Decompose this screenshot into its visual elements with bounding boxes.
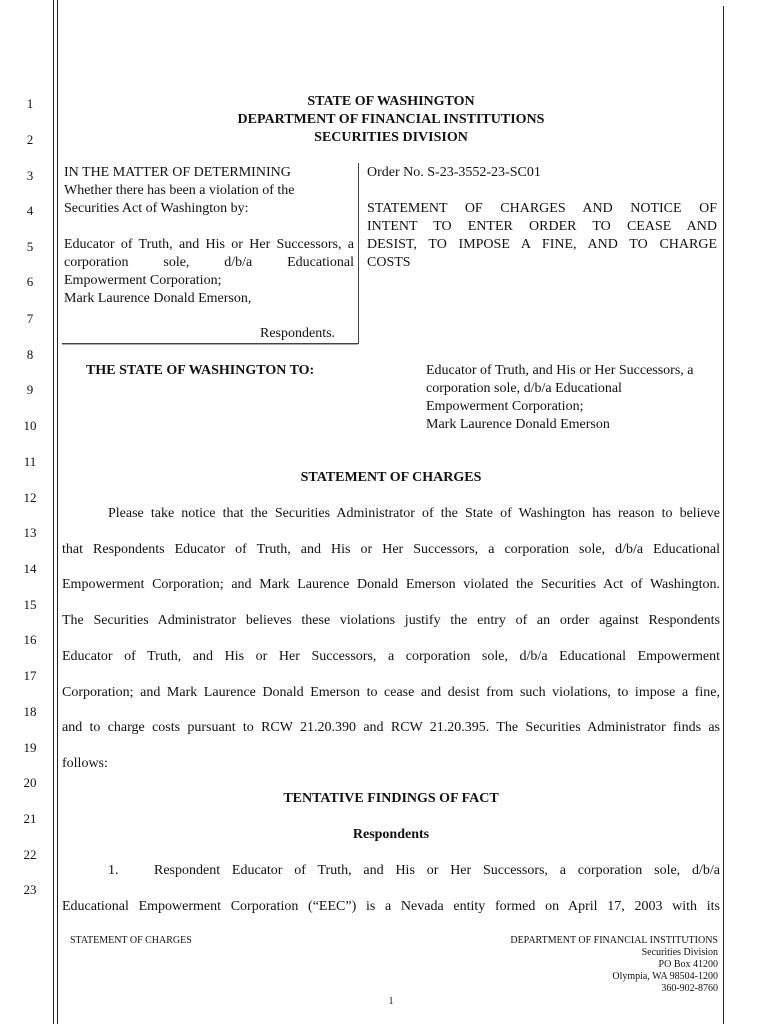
document-title-4: COSTS	[367, 255, 411, 270]
left-margin-rule-inner	[57, 0, 58, 1024]
finding-number: 1.	[108, 863, 119, 878]
statement-line-8: follows:	[62, 756, 108, 771]
finding-line-2: Educational Empowerment Corporation (“EEC”) is a Nevada entity formed on April 17, 2003 with its	[62, 899, 720, 914]
addressee-label: THE STATE OF WASHINGTON TO:	[86, 363, 315, 378]
line-number: 23	[23, 882, 37, 897]
caption-whether-1: Whether there has been a violation of the	[64, 183, 295, 198]
caption-respondents-label: Respondents.	[260, 326, 336, 341]
footer-right-5: 360-902-8760	[661, 983, 718, 994]
left-margin-rule-outer	[53, 0, 54, 1024]
footer-right-1: DEPARTMENT OF FINANCIAL INSTITUTIONS	[510, 935, 718, 946]
header-state: STATE OF WASHINGTON	[307, 94, 475, 109]
statement-line-1: Please take notice that the Securities Administrator of the State of Washington has reason to believe	[108, 506, 720, 521]
findings-heading: TENTATIVE FINDINGS OF FACT	[283, 791, 499, 806]
line-number: 21	[23, 811, 37, 826]
line-number: 16	[23, 632, 37, 647]
line-number: 18	[23, 704, 37, 719]
statement-heading: STATEMENT OF CHARGES	[300, 470, 482, 485]
caption-whether-2: Securities Act of Washington by:	[64, 201, 249, 216]
caption-box-shadow	[62, 344, 358, 345]
footer-left-title: STATEMENT OF CHARGES	[70, 935, 192, 946]
line-number: 3	[26, 168, 34, 183]
document-title-3: DESIST, TO IMPOSE A FINE, AND TO CHARGE	[367, 237, 717, 252]
right-margin-rule	[723, 6, 724, 1024]
line-number: 10	[23, 418, 37, 433]
footer-right-3: PO Box 41200	[658, 959, 718, 970]
line-number: 19	[23, 740, 37, 755]
line-number: 11	[23, 454, 37, 469]
addressee-line-4: Mark Laurence Donald Emerson	[426, 417, 610, 432]
page-number: 1	[388, 996, 394, 1007]
statement-line-2: that Respondents Educator of Truth, and His or Her Successors, a corporation sole, d/b/a Educational	[62, 542, 720, 557]
header-division: SECURITIES DIVISION	[314, 130, 468, 145]
caption-respondent-4: Mark Laurence Donald Emerson,	[64, 291, 252, 306]
caption-matter: IN THE MATTER OF DETERMINING	[64, 165, 291, 180]
line-number: 9	[26, 382, 34, 397]
findings-subheading: Respondents	[352, 827, 430, 842]
line-number: 15	[23, 597, 37, 612]
caption-respondent-2: corporation sole, d/b/a Educational	[64, 255, 354, 270]
statement-line-4: The Securities Administrator believes these violations justify the entry of an order against Respondents	[62, 613, 720, 628]
header-department: DEPARTMENT OF FINANCIAL INSTITUTIONS	[237, 112, 545, 127]
footer-right-2: Securities Division	[641, 947, 718, 958]
line-number: 20	[23, 775, 37, 790]
addressee-line-2: corporation sole, d/b/a Educational	[426, 381, 622, 396]
line-number: 1	[26, 96, 34, 111]
order-number: Order No. S-23-3552-23-SC01	[367, 165, 541, 180]
line-number: 22	[23, 847, 37, 862]
finding-line-1: Respondent Educator of Truth, and His or Her Successors, a corporation sole, d/b/a	[154, 863, 720, 878]
footer-right-4: Olympia, WA 98504-1200	[612, 971, 718, 982]
caption-respondent-3: Empowerment Corporation;	[64, 273, 222, 288]
line-number: 17	[23, 668, 37, 683]
statement-line-3: Empowerment Corporation; and Mark Laurence Donald Emerson violated the Securities Act of Washington.	[62, 577, 720, 592]
line-number: 14	[23, 561, 37, 576]
addressee-line-1: Educator of Truth, and His or Her Successors, a	[426, 363, 694, 378]
line-number: 2	[26, 132, 34, 147]
line-number: 4	[26, 203, 34, 218]
statement-line-6: Corporation; and Mark Laurence Donald Emerson to cease and desist from such violations, to impose a fine,	[62, 685, 720, 700]
addressee-line-3: Empowerment Corporation;	[426, 399, 584, 414]
line-number: 5	[26, 239, 34, 254]
document-title-1: STATEMENT OF CHARGES AND NOTICE OF	[367, 201, 717, 216]
line-number: 12	[23, 490, 37, 505]
caption-respondent-1: Educator of Truth, and His or Her Successors, a	[64, 237, 354, 252]
line-number: 7	[26, 311, 34, 326]
line-number: 8	[26, 347, 34, 362]
statement-line-7: and to charge costs pursuant to RCW 21.20.390 and RCW 21.20.395. The Securities Administrator finds as	[62, 720, 720, 735]
line-number: 13	[23, 525, 37, 540]
statement-line-5: Educator of Truth, and His or Her Successors, a corporation sole, d/b/a Educational Empowerment	[62, 649, 720, 664]
document-title-2: INTENT TO ENTER ORDER TO CEASE AND	[367, 219, 717, 234]
line-number: 6	[26, 274, 34, 289]
